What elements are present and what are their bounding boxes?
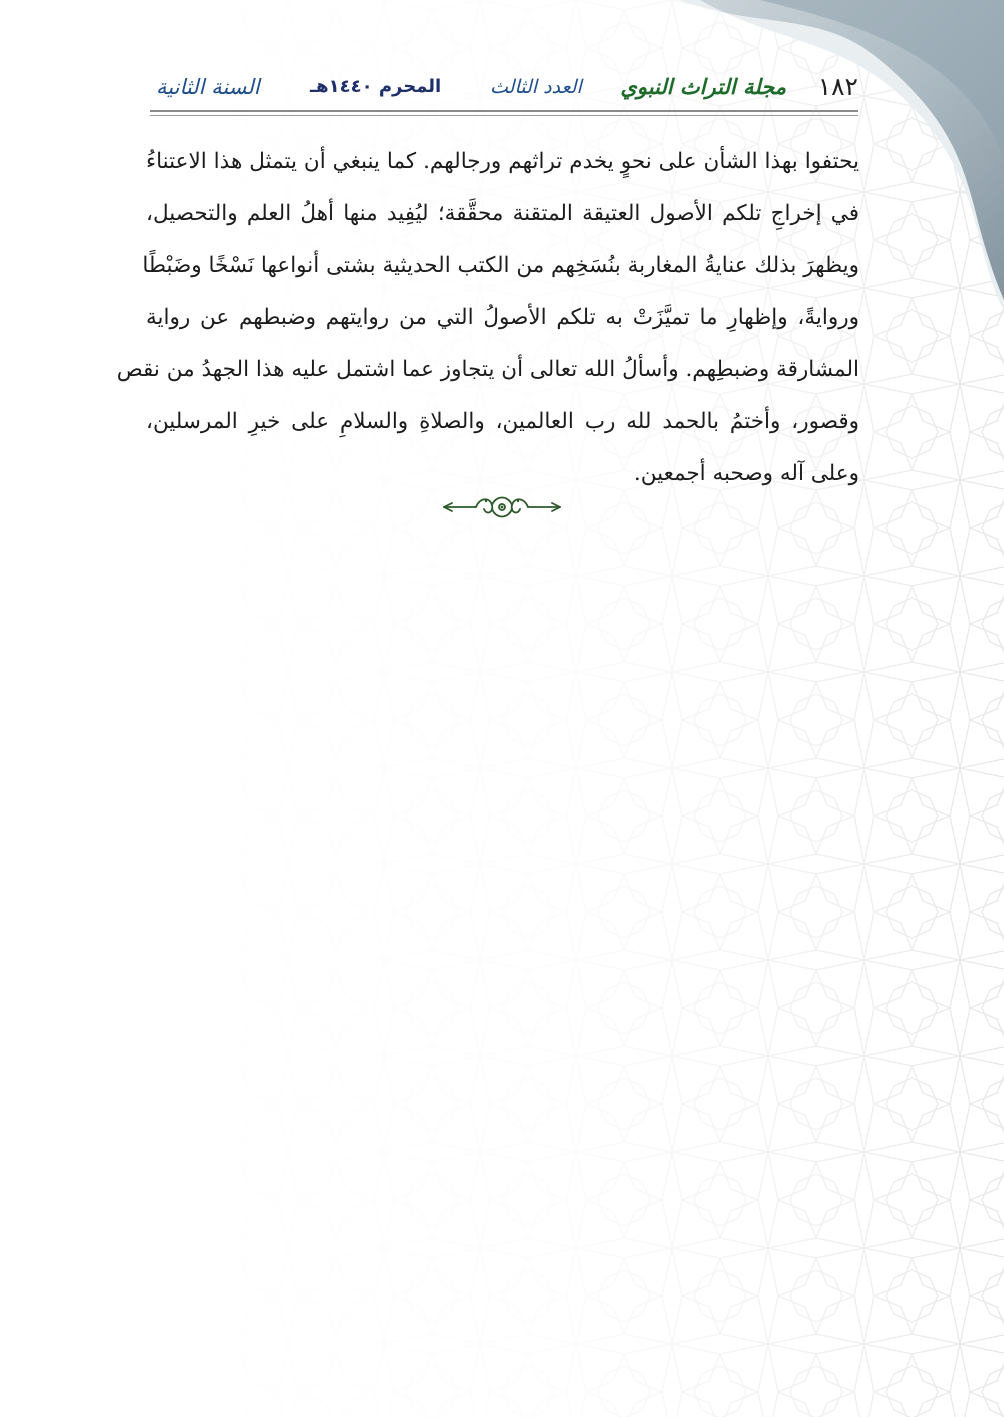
body-line: المشارقة وضبطِهم. وأسألُ الله تعالى أن يتجاوز عما اشتمل عليه هذا الجهدُ من نقص — [116, 357, 859, 382]
journal-title: مجلة التراث النبوي — [620, 74, 786, 99]
page-number: ١٨٢ — [817, 72, 858, 101]
body-line: وعلى آله وصحبه أجمعين. — [633, 461, 859, 486]
date-label: المحرم ١٤٤٠هـ — [310, 76, 442, 97]
decorative-divider-icon — [442, 493, 562, 521]
issue-label: العدد الثالث — [490, 76, 582, 98]
body-line: في إخراجِ تلكم الأصول العتيقة المتقنة محقَّقة؛ ليُفِيد منها أهلُ العلم والتحصيل، — [146, 201, 859, 226]
header-rule — [150, 110, 858, 112]
body-line: يحتفوا بهذا الشأن على نحوٍ يخدم تراثهم ورجالهم. كما ينبغي أن يتمثل هذا الاعتناءُ — [146, 149, 859, 174]
header-rule-thin — [150, 115, 858, 116]
body-line: ويظهرَ بذلك عنايةُ المغاربة بنُسَخِهم من الكتب الحديثية بشتى أنواعها نَسْخًا وضَبْطًا — [142, 253, 859, 278]
body-paragraph — [116, 136, 859, 500]
page-header — [150, 60, 858, 112]
body-line: وقصور، وأختمُ بالحمد لله رب العالمين، والصلاةِ والسلامِ على خيرِ المرسلين، — [146, 409, 859, 434]
year-label: السنة الثانية — [156, 75, 260, 99]
body-line: وروايةً، وإظهارِ ما تميَّزَتْ به تلكم الأصولُ التي من روايتهم وضبطهم عن رواية — [146, 305, 859, 330]
